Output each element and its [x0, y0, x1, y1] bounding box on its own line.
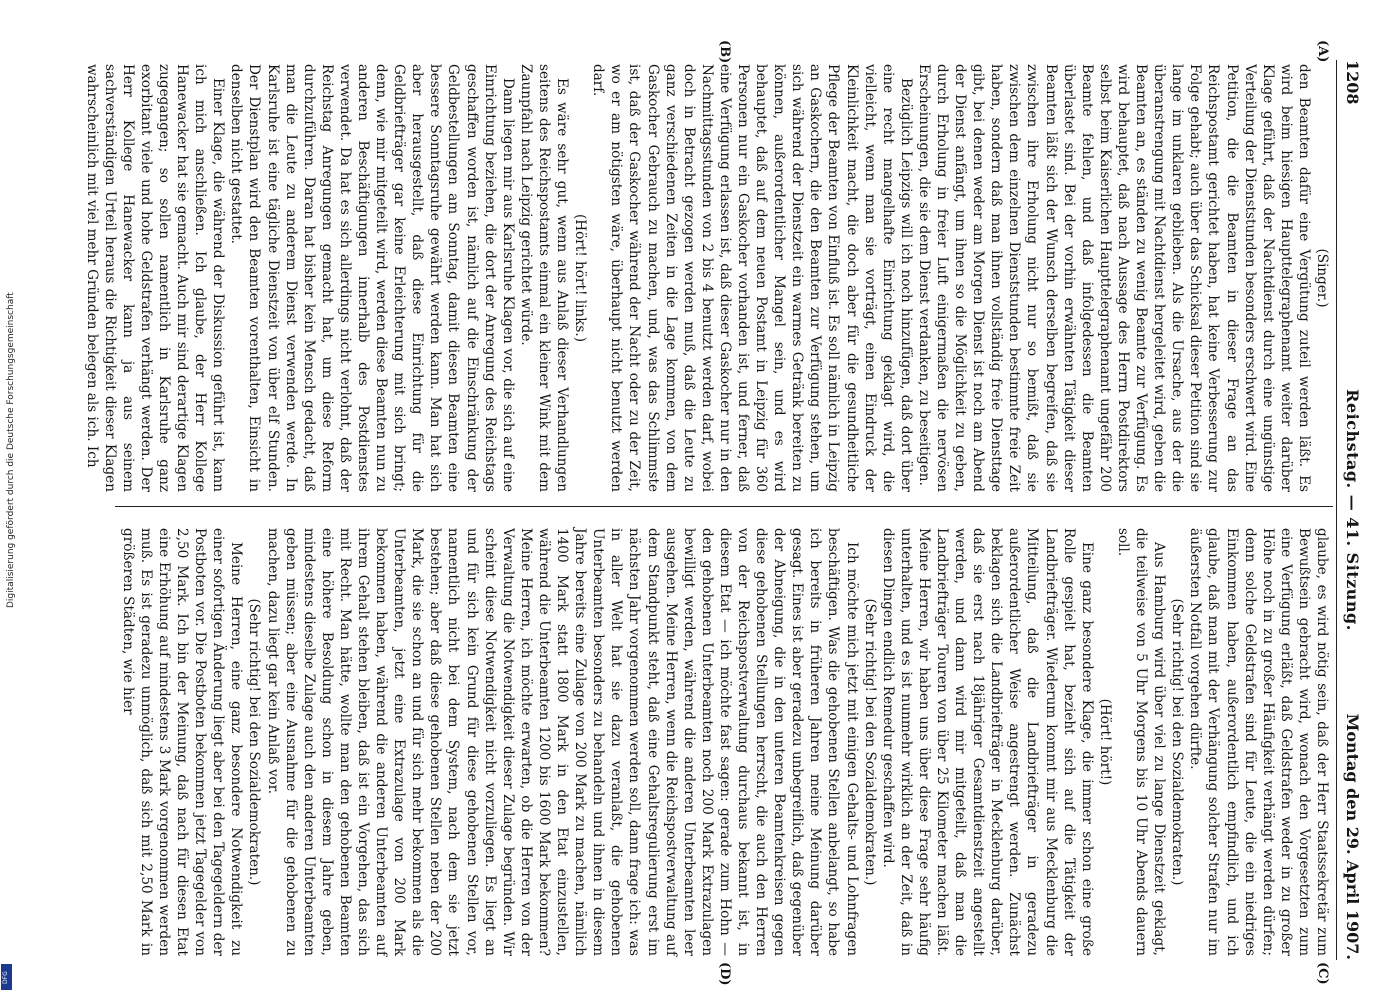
- header-rule: [1336, 60, 1337, 960]
- margin-marker-b: (B): [717, 40, 732, 64]
- paragraph: Dann liegen mir aus Karlsruhe Klagen vor, die sich auf eine Einrichtung beziehen, die dort der Anregung des Reichstags geschaffen worden ist, nämlich auf die Einschränkung der Geldbestellungen am Sonntag, damit diesen Beamten eine bessere Sonntagsruhe gewährt werden kann. Man hat sich aber herausgestellt, daß diese Einrichtung für die Geldbriefträger gar keine Erleichterung mit sich bringt; denn, wie mir mitgeteilt wird, werden diese Beamten nun zu anderen Beschäftigungen innerhalb des Postdienstes verwendet. Da hat es sich allerdings nicht verlohnt, daß der Reichstag Anregungen gemacht hat, um diese Reform durchzuführen. Daran hat bisher kein Mensch gedacht, daß man die Leute zu anderem Dienst verwenden werde. In Karlsruhe ist eine tägliche Dienstzeit von über elf Stunden. Der Dienstplan wird den Beamten vorenthalten, Einsicht in denselben nicht gestattet.: [228, 64, 516, 492]
- interjection: (Sehr richtig! bei den Sozialdemokraten.): [1169, 598, 1186, 886]
- session-title: Reichstag. — 41. Sitzung.: [1343, 389, 1362, 631]
- paragraph: Aus Hamburg wird über viel zu lange Dienstzeit geklagt, die teilweise von 5 Uhr Morgens bis 10 Uhr Abends dauern soll.: [1114, 528, 1168, 956]
- paragraph: Ich möchte mich jetzt mit einigen Gehalts- und Lohnfragen beschäftigen. Was die gehobenen Stellen anbelangt, so habe ich bereits in früheren Jahren meine Meinung darüber gesagt. Eines ist aber geradezu unbegreiflich, daß gegenüber der Abneigung, die in den unteren Beamtenkreisen gegen diese gehobenen Stellungen herrscht, die auch den Herren von der Reichspostverwaltung durchaus bekannt ist, in diesem Etat — ich möchte fast sagen: gerade zum Hohn — den gehobenen Unterbeamten noch 200 Mark Extrazulagen bewilligt werden, während die anderen Unterbeamten leer ausgehen. Meine Herren, wenn die Reichspostverwaltung auf dem Standpunkt steht, daß eine Gehaltsregulierung erst im nächsten Jahr vorgenommen werden soll, dann frage ich: was in aller Welt hat sie dazu veranlaßt, die gehobenen Unterbeamten besonders zu behandeln und ihnen in diesem Jahre bereits eine Zulage von 200 Mark zu machen, nämlich 1400 Mark statt 1800 Mark in den Etat einzustellen, während die Unterbeamten 1200 bis 1600 Mark bekommen? Meine Herren, ich möchte erwarten, ob die Herren von der Verwaltung die Notwendigkeit dieser Zulage begründen. Wir scheint diese Notwendigkeit nicht vorzuliegen. Es liegt an und für sich kein Grund für diese gehobenen Stellen vor, namentlich nicht bei dem System, nach dem sie jetzt bestehen; aber daß diese gehobenen Stellen neben der 200 Mark, die sie schon an und für sich mehr bekommen als die Unterbeamten, jetzt eine Extrazulage von 200 Mark bekommen haben, während die anderen Unterbeamten auf ihrem Gehalt stehen bleiben, daß ist ein Vorgehen, das sich mit Recht. Man hätte, wollte man den gehobenen Beamten eine höhere Besoldung schon in diesem Jahre geben, mindestens dieselbe Zulage auch den anderen Unterbeamten geben müssen; aber eine Ausnahme für die gehobenen zu machen, dazu liegt gar kein Anlaß vor.: [264, 528, 860, 956]
- paragraph: Bezüglich Leipzigs will ich noch hinzufügen, daß dort über eine recht mangelhafte Einrichtung geklagt wird, die vielleicht, wenn man sie vorträgt, einen Eindruck der Kleinlichkeit macht, die doch aber für die gesundheitliche Pflege der Beamten von Einfluß ist. Es soll nämlich in Leipzig an Gaskochern, die den Beamten zur Verfügung stehen, um sich während der Dienstzeit ein warmes Getränk bereiten zu können, außerordentlicher Mangel sein, und es wird behauptet, daß auf dem neuen Postamt in Leipzig für 360 Personen nur ein Gaskocher vorhanden ist, und ferner, daß eine Verfügung erlassen ist, daß dieser Gaskocher nur in den Nachmittagsstunden von 2 bis 4 benutzt werden darf, wobei doch in Betracht gezogen werden muß, daß die Leute zu ganz verschiedenen Zeiten in die Lage kommen, von dem Gaskocher Gebrauch zu machen, und, was das Schlimmste ist, daß der Gaskocher während der Nacht oder zu der Zeit, wo er am nötigsten wäre, überhaupt nicht benutzt werden darf.: [590, 64, 914, 492]
- paragraph: Einer Klage, die während der Diskussion geführt ist, kann ich mich anschließen. Ich glaube, der Herr Kollege Hanewacker hat sie gemacht. Auch mir sind derartige Klagen zugegangen; so sollen namentlich in Karlsruhe ganz exorbitant viele und hohe Geldstrafen verhängt werden. Der Herr Kollege Hanewacker kann ja aus seinem sachverständigen Urteil heraus die Richtigkeit dieser Klagen wahrscheinlich mit viel mehr Gründen belegen als ich. Ich: [83, 64, 227, 492]
- margin-marker-c: (C): [1315, 962, 1330, 985]
- right-column: [119, 528, 1331, 956]
- paragraph: Es wäre sehr gut, wenn aus Anlaß dieser Verhandlungen seitens des Reichspostamts einmal ein kleiner Wink mit dem Zaunpfahl nach Leipzig gerichtet würde.: [517, 64, 571, 492]
- interjection: (Hört! hört! links.): [572, 213, 589, 343]
- paragraph: Eine ganz besondere Klage, die immer schon eine große Rolle gespielt hat, bezieht sich auf die Tätigkeit der Landbriefträger. Wiederum kommt mir aus Mecklenburg die Mitteilung, daß die Landbriefträger in geradezu außerordentlicher Weise angestrengt werden. Zunächst beklagen sich die Landbriefträger in Mecklenburg darüber, daß sie erst nach 18jähriger Gesamtdienstzeit angestellt werden, und dann wird mir mitgeteilt, daß man die Landbriefträger Touren von über 25 Kilometer machen läßt. Meine Herren, wir haben uns über diese Frage sehr häufig unterhalten, und es ist nunmehr wirklich an der Zeit, daß in diesen Dingen endlich Remedur geschaffen wird.: [879, 528, 1095, 956]
- page-header: [1339, 60, 1361, 960]
- digitization-credit: Digitalisierung gefördert durch die Deutsche Forschungsgemeinschaft: [6, 292, 16, 608]
- speaker-name: (Singer.): [1314, 248, 1330, 308]
- interjection: (Sehr richtig! bei den Sozialdemokraten.): [861, 598, 878, 886]
- paragraph: glaube, es wird nötig sein, daß der Herr Staatssekretär zum Bewußtsein gebracht wird, wonach den Vorgesetzten zum eine Verfügung erläßt, daß Geldstrafen weder in zu großer Höhe noch in zu großer Häufigkeit verhängt werden dürfen; denn solche Geldstrafen sind für Leute, die ein niedriges Einkommen haben, außerordentlich empfindlich, und ich glaube, daß man mit der Verhängung solcher Strafen nur im äußersten Notfall vorgehen dürfte.: [1187, 528, 1330, 956]
- column-divider: [115, 506, 1333, 507]
- paragraph: den Beamten dafür eine Vergütung zuteil werden läßt. Es wird beim hiesigen Haupttelegraphenamt weiter darüber Klage geführt, daß der Nachtdienst durch eine ungünstige Verteilung der Dienststunden besonders erschwert wird. Eine Petition, die die Beamten in dieser Frage an das Reichspostamt gerichtet haben, hat keine Verbesserung zur Folge gehabt; auch über das Schicksal dieser Petition sind sie lange im unklaren geblieben. Als die Ursache, aus der die überanstrengung mit Nachtdienst hergeleitet wird, geben die Beamten an, es ständen zu wenig Beamte zur Verfügung. Es wird behauptet, daß nach Aussage des Herrn Postdirektors selbst beim Kaiserlichen Haupttelegraphenamt ungefähr 200 Beamte fehlen, und daß infolgedessen die Beamten überlastet sind. Bei der vorhin erwähnten Tätigkeit dieser Beamten läßt sich der Wunsch derselben begreifen, daß sie zwischen ihre Erholung nicht nur so bemißt, daß sie zwischen dem einzelnen Dienststunden bestimmte freie Zeit haben, sondern daß man ihnen vollständig freie Diensttage gibt, bei denen weder am Morgen Dienst ist noch am Abend der Dienst anfängt, um ihnen so die Möglichkeit zu geben, durch Erholung in freier Luft einigermaßen die nervösen Erscheinungen, die sie dem Dienst verdanken, zu beseitigen.: [915, 64, 1312, 492]
- interjection: (Sehr richtig! bei den Sozialdemokraten.): [246, 598, 263, 886]
- dfg-logo: [1, 964, 12, 990]
- margin-marker-d: (D): [717, 962, 732, 986]
- left-column: [83, 64, 1331, 492]
- paragraph: Meine Herren, eine ganz besondere Notwendigkeit zu einer sofortigen Änderung liegt aber bei den Tagegeldern der Postboten vor. Die Postboten bekommen jetzt Tagegelder von 2,50 Mark. Ich bin der Meinung, daß nach für diesen Etat eine Erhöhung auf mindestens 3 Mark vorgenommen werden muß. Es ist geradezu unmöglich, daß sich mit 2,50 Mark in größeren Städten, wie hier: [119, 528, 245, 956]
- margin-marker-a: (A): [1315, 40, 1330, 63]
- interjection: (Hört! hört!): [1096, 698, 1113, 786]
- page-number: 1208: [1343, 60, 1362, 105]
- dfg-logo-text: DFG: [2, 971, 9, 984]
- session-date: Montag den 29. April 1907.: [1343, 713, 1362, 960]
